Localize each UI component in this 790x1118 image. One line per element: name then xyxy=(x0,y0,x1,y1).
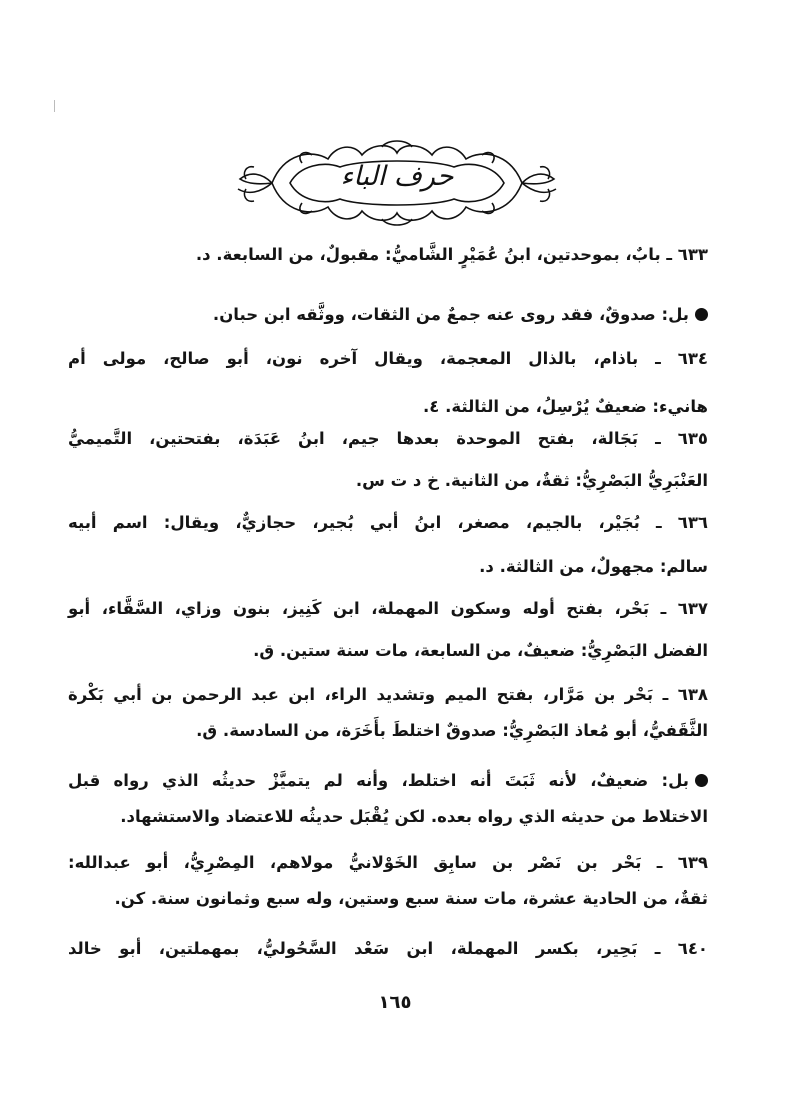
note-638-line-2: الاختلاط من حديثه الذي رواه بعده. لكن يُقْبَل حديثُه للاعتضاد والاستشهاد. xyxy=(120,807,708,826)
entry-637-line-2: الفضل البَصْرِيُّ: ضعيفٌ، من السابعة، مات سنة ستين. ق. xyxy=(253,641,708,660)
entry-635-line-2: العَنْبَرِيُّ البَصْرِيُّ: ثقةٌ، من الثانية. خ د ت س. xyxy=(355,471,708,490)
entry-633-line-1: ٦٣٣ ـ بابٌ، بموحدتين، ابنُ عُمَيْرٍ الشَّاميُّ: مقبولٌ، من السابعة. د. xyxy=(195,245,708,264)
entry-635-line-1: ٦٣٥ ـ بَجَالة، بفتح الموحدة بعدها جيم، ابنُ عَبَدَة، بفتحتين، التَّميميُّ xyxy=(68,429,708,448)
entry-639-line-2: ثقةٌ، من الحادية عشرة، مات سنة سبع وستين، وله سبع وثمانون سنة. كن. xyxy=(114,889,708,908)
note-638-text-1: بل: ضعيفٌ، لأنه ثَبَتَ أنه اختلط، وأنه لم يتميَّزْ حديثُه الذي رواه قبل xyxy=(68,771,689,790)
bullet-icon xyxy=(695,774,708,787)
bullet-icon xyxy=(695,308,708,321)
entry-640-line-1: ٦٤٠ ـ بَحِير، بكسر المهملة، ابن سَعْد السَّحُوليُّ، بمهملتين، أبو خالد xyxy=(68,939,708,958)
margin-mark xyxy=(54,100,55,112)
entry-638-line-2: الثَّقَفيُّ، أبو مُعاذ البَصْرِيُّ: صدوقٌ اختلطَ بأَخَرَة، من السادسة. ق. xyxy=(196,721,708,740)
entry-639-line-1: ٦٣٩ ـ بَحْر بن نَصْر بن سابِق الخَوْلانيُّ مولاهم، المِصْرِيُّ، أبو عبدالله: xyxy=(68,853,708,872)
note-633-text: بل: صدوقٌ، فقد روى عنه جمعٌ من الثقات، ووثَّقه ابن حبان. xyxy=(212,305,689,324)
entry-638-line-1: ٦٣٨ ـ بَحْر بن مَرَّار، بفتح الميم وتشديد الراء، ابن عبد الرحمن بن أبي بَكْرة xyxy=(68,685,708,704)
entry-637-line-1: ٦٣٧ ـ بَحْر، بفتح أوله وسكون المهملة، ابن كَنِيز، بنون وزاي، السَّقَّاء، أبو xyxy=(68,599,708,618)
note-638-line-1 xyxy=(68,770,708,792)
entry-634-line-2: هانيء: ضعيفٌ يُرْسِلُ، من الثالثة. ٤. xyxy=(422,397,708,416)
page-number: ١٦٥ xyxy=(378,992,412,1013)
chapter-title: حرف الباء xyxy=(340,161,454,192)
entry-634-line-1: ٦٣٤ ـ باذام، بالذال المعجمة، ويقال آخره نون، أبو صالح، مولى أم xyxy=(68,349,708,368)
note-633-line-1 xyxy=(213,304,708,326)
entry-636-line-2: سالم: مجهولٌ، من الثالثة. د. xyxy=(479,557,708,576)
entry-636-line-1: ٦٣٦ ـ بُجَيْر، بالجيم، مصغر، ابنُ أبي بُجير، حجازيٌّ، ويقال: اسم أبيه xyxy=(68,513,708,532)
